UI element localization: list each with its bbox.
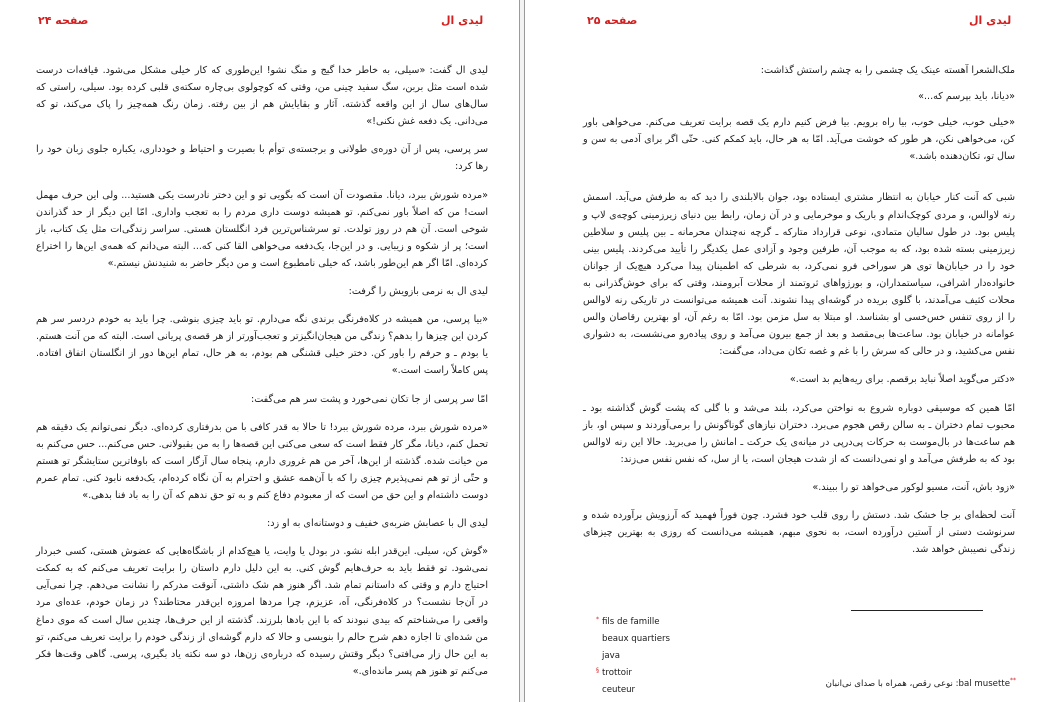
paragraph: لیدی ال گفت: «سیلی، به خاطر خدا گیج و منگ نشو! این‌طوری که کار خیلی مشکل می‌شود. قیافه‌ات درست شده است مثل بربن، سگ سفید چینی من، وقتی که کوچولوی بی‌چاره سکته‌ی قلبی کرده بود. سیلی، راستی که سال‌های سال از این واقعه گذشته. آثار و بقایایش هم از بین رفته. زمان رنگ همه‌چیز را پاک می‌کند، تو که می‌دانی. یک دفعه غش نکنی!»: [36, 65, 488, 128]
paragraph: «گوش کن، سیلی. این‌قدر ابله نشو. در بودل یا وایت، یا هیچ‌کدام از باشگاه‌هایی که عضوش هستی، کسی خبردار نمی‌شود. تو فقط باید به حرف‌هایم گوش کنی. به این دلیل دارم داستان را برایت تعریف می‌کنم که به کمکت احتیاج دارم و وقتی که داستانم تمام شد. اگر هنوز هم شک داشتی، آنوقت مدرکم را نشانت می‌دهم. چرا نمی‌آیی در آن‌جا نشست؟ در کلاه‌فرنگی، آه، عزیزم، چرا مردها امروزه این‌قدر محتاطند؟ در زمان خودم، عده‌ای مرد واقعی را می‌شناختم که بیدی نبودند که با این بادها بلرزند. گذشته از این حرف‌ها، چندین سال است که موی دماغ من شده‌ای تا اجازه دهم شرح حالم را بنویسی و حالا که دارم گوشه‌ای از زندگی خودم را برایت تعریف می‌کنم، تو به این حال زار می‌افتی؟ دیگر وقتش رسیده که درباره‌ی زن‌ها، دو سه نکته یاد بگیری، پرسی. گاهی وقت‌ها فکر می‌کنم تو هنوز هم پسر مانده‌ای.»: [36, 546, 488, 677]
paragraph: «زود باش، آنت، مسیو لوکور می‌خواهد تو را ببیند.»: [812, 481, 1015, 493]
bal-musette-footnote: **bal musette: نوعی رقص، همراه با صدای نی‌انبان: [825, 677, 1016, 689]
page-number: صفحه ۲۵: [587, 14, 638, 27]
right-body-text: [583, 62, 1015, 569]
paragraph: امّا سر پرسی از جا تکان نمی‌خورد و پشت سر هم می‌گفت:: [251, 393, 488, 405]
footnote-list: [596, 614, 802, 699]
footnote-separator: [851, 610, 983, 611]
paragraph: آنت لحظه‌ای بر جا خشک شد. دستش را روی قلب خود فشرد. چون فوراً فهمید که آرزویش برآورده شده و سرنوشت دستی از آستین درآورده است، به نحوی مبهم، همیشه می‌دانست که روزی به بهترین چیزهای زندگی نصیبش خواهد شد.: [583, 509, 1015, 556]
left-page: [0, 0, 519, 702]
paragraph: امّا همین که موسیقی دوباره شروع به نواختن می‌کرد، بلند می‌شد و با گلی که پشت گوش گذاشته بود ـ محبوب تمام دختران ـ به سالن رقص هجوم می‌برد. دختران نیازهای گوناگونش را برمی‌آوردند و سپس او، باز هم ساعت‌ها در بال‌موست به حرکات پی‌درپی در میانه‌ی یک حرکت ـ امانش را می‌برید. حالا این رنه لاوالس بود که به طرفش می‌آمد و او نمی‌دانست که از شدت هیجان است، یا از سل، که نفس نفس می‌زند:: [583, 402, 1015, 465]
paragraph: لیدی ال به نرمی بازویش را گرفت:: [348, 286, 488, 298]
right-page: [525, 0, 1045, 702]
paragraph: «دکتر می‌گوید اصلاً نباید برقصم. برای ریه‌هایم بد است.»: [789, 374, 1015, 386]
paragraph: لیدی ال با عصابش ضربه‌ی خفیف و دوستانه‌ای به او زد:: [267, 518, 488, 530]
running-title: لیدی ال: [441, 14, 484, 27]
footnote: § trottoir: [596, 667, 632, 678]
page-number: صفحه ۲۴: [38, 14, 89, 27]
paragraph: ملک‌الشعرا آهسته عینک یک چشمی را به چشم راستش گذاشت:: [760, 65, 1015, 76]
footnote: * fils de famille: [596, 616, 660, 627]
paragraph: «خیلی خوب، خیلی خوب، بیا راه برویم. بیا فرض کنیم دارم یک قصه برایت تعریف می‌کنم. می‌خواهی باور کن، می‌خواهی نکن، هر طور که خوشت می‌آید. امّا به هر حال، باید کمکم کنی. حتّی اگر برای آدمی به سن و سال تو، تکان‌دهنده باشد.»: [583, 117, 1015, 163]
running-title: لیدی ال: [969, 14, 1012, 27]
footnote: ceuteur: [602, 685, 636, 695]
paragraph: «دیانا، باید بپرسم که...»: [918, 91, 1015, 103]
paragraph: «مرده شورش ببرد، دیانا. مقصودت آن است که بگویی تو و این دختر نادرست یکی هستید... ولی این حرف مهمل است! من که اصلاً باور نمی‌کنم. تو همیشه دوست داری مردم را به تعجب واداری. امّا این دیگر از حد گذراندن شوخی است. آن هم در روز تولدت. تو سرشناس‌ترین فرد انگلستان هستی. سراسر زندگی‌ات مثل یک کتاب، باز است؛ پر از شکوه و زیبایی. و در این‌جا، یک‌دفعه می‌خواهی القا کنی که... البته می‌دانم که همه‌ی این‌ها را اختراع کرده‌ای. امّا اگر هم این‌طور باشد، که خیلی نامطبوع است و من دیگر حاضر به شنیدنش نیستم.»: [36, 189, 488, 269]
footnote: beaux quartiers: [602, 634, 671, 644]
left-body-text: [36, 62, 488, 691]
paragraph: «مرده شورش ببرد، مرده شورش ببرد! تا حالا به قدر کافی با من بدرفتاری کرده‌ای. دیگر نمی‌توانم یک دقیقه هم تحمل کنم، دیانا، مگر کار فقط است که سعی می‌کنی این قصه‌ها را به من بقبولانی. حس می‌کنم... حس می‌کنم به من خیانت شده. گذشته از این‌ها، آخر من هم غروری دارم، پنجاه سال آزگار است که باوفاترین ستایشگر تو هستم و حتّی از تو هم نمی‌پذیرم چیزی را که با آن‌همه عشق و احترام به آن نگاه کرده‌ام، یک‌دفعه نابود کنی. تمام عمرم دوست داشته‌ام و این حق من است که از معبودم دفاع کنم و به تو حق ندهم که آن را به باد فنا بدهی.»: [36, 421, 488, 501]
footnote: java: [602, 651, 621, 661]
paragraph: «بیا پرسی، من همیشه در کلاه‌فرنگی برندی نگه می‌دارم. تو باید چیزی بنوشی. چرا باید به خودم دردسر سر هم کردن این چیزها را بدهم؟ زندگی من هیجان‌انگیزتر و تعجب‌آورتر از هر قصه‌ی پریانی است. البته که من آنت هستم. یا بودم ـ و حرفم را باور کن. دختر خیلی قشنگی هم بودم، به هر حال، تمام این‌ها دور از انگلستان اتفاق افتاده. پس کاملاً راست است.»: [36, 314, 488, 377]
paragraph: سر پرسی، پس از آن دوره‌ی طولانی و برجسته‌ی توأم با بصیرت و احتیاط و خودداری، یکباره جلوی زبان خود را رها کرد:: [36, 144, 488, 173]
paragraph: شبی که آنت کنار خیابان به انتظار مشتری ایستاده بود، جوان بالابلندی را دید که به طرفش می‌آید. اسمش رنه لاوالس، و مردی کوچک‌اندام و باریک و موخرمایی و در آن زمان، رابط بین دنیای زیرزمینی کوچه‌ی لاپ و پلیس بود. در طول سالیان متمادی، نوعی قرارداد متارکه ـ گرچه نه‌چندان محرمانه ـ بین پلیس و سلاطین زیرزمینی بسته شده بود، که به موجب آن، طرفین وجود و آزادی عمل یکدیگر را تأیید می‌کردند. پلیس بینی خود را در خیابان‌ها توی هر سوراخی فرو نمی‌کرد، به شرطی که اطمینان پیدا می‌کرد هیچ‌یک از جوانان خانواده‌دار اشرافی، سیاستمداران، و بورژواهای ثروتمند از محلات آبرومند، وقتی که برای خوش‌گذرانی به محلات کثیف می‌آمدند، با گلوی بریده در گوشه‌ای پیدا نشوند. آنت همیشه می‌توانست در تاریکی رنه لاوالس را از روی تنفس خس‌خسی او بشناسد. او مبتلا به سل مزمن بود. امّا به رغم آن، او بهترین رقاصان والس عوامانه در خیابان بود. ساعت‌ها بی‌مقصد و بعد از جمع بیرون می‌آمد و روی پیاده‌رو می‌نشست، به دشواری نفس می‌کشید، و در حالی که سرش را با غم و غصه تکان می‌داد، می‌گفت:: [583, 192, 1015, 358]
